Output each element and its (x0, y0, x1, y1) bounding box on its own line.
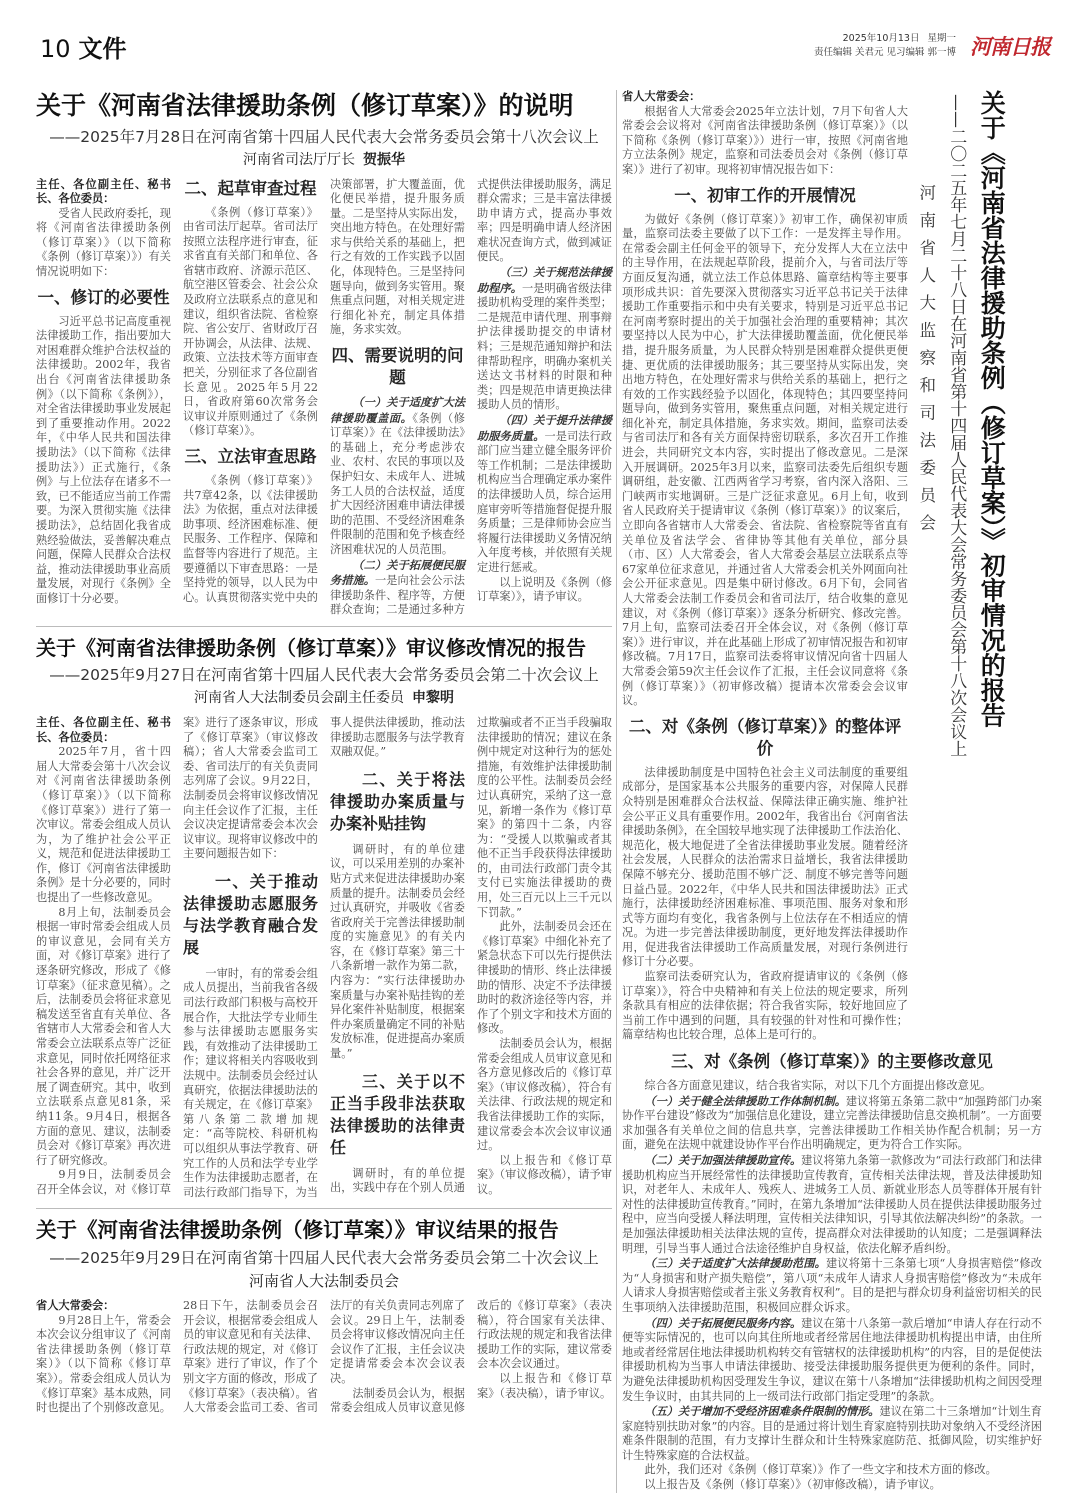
paragraph (622, 1316, 1042, 1405)
paragraph-text: 建议将第五条第二款中“加强跨部门办案协作平台建设”修改为“加强信息化建设，建立完善法律援助信息交换机制”。一方面要求加强各有关单位之间的信息共享，完善法律援助工作相关协作配合机制；另一方面，避免在法规中就建设协作平台作出明确规定，更为符合工作实际。 (622, 1094, 1042, 1152)
paragraph: 《条例（修订草案）》共7章42条，以《法律援助法》为依据，重点对法律援助事项、经济困难标准、便民服务、工作程序、保障和监督等内容进行了规范。主要遵循以下审查思路：一是坚持党的领导，以人民为中心。认真贯彻落实党中央的决策部署，扩大覆盖面，优化便民举措，提升服务质量。二是坚持从实际出发，突出地方特色。在处理好需求与供给关系的基础上，把行之有效的工作实践予以固化，体现特色。三是坚持问题导向，做到务实管用。聚焦重点问题，对相关规定进行细化补充，制定具体措施，务求实效。 (183, 177, 465, 604)
author-name: 贺振华 (363, 151, 405, 168)
paragraph: 法律援助制度是中国特色社会主义司法制度的重要组成部分，是国家基本公共服务的重要内容，对保障人民群众特别是困难群众合法权益、保障法律正确实施、维护社会公平正义具有重要作用。2002年，我省出台《河南省法律援助条例》，在全国较早地实现了法律援助工作法治化、规范化，极大地促进了全省法律援助事业发展。随着经济社会发展，人民群众的法治需求日益增长，我省法律援助保障不够充分、援助范围不够广泛、制度不够完善等问题日益凸显。2022年，《中华人民共和国法律援助法》正式施行，法律援助经济困难标准、事项范围、服务对象和形式等方面均有变化，我省条例与上位法存在不相适应的情况。为进一步完善法律援助制度，更好地发挥法律援助作用，促进我省法律援助工作高质量发展，对现行条例进行修订十分必要。 (622, 765, 908, 969)
paragraph-text: 建议将第十三条第七项“人身损害赔偿”修改为“人身损害和财产损失赔偿”，第八项“未成年人请求人身损害赔偿”修改为“未成年人请求人身损害赔偿或者主张义务教育权利”。目的是把与群众切身利益密切相关的民生事项纳入法律援助范围，积极回应群众诉求。 (622, 1257, 1042, 1314)
salutation: 省人大常委会： (622, 90, 701, 103)
paragraph-text: 一是向社会公示法律援助条件、程序等，方便群众查询；二是通过多种方式提供法律援助服务，满足群众需求；三是丰富法律援助申请方式，提高办事效率；四是明确申请人经济困难状况查询方式，做到减证便民。 (330, 177, 612, 617)
column-divider (616, 90, 617, 1493)
paragraph (330, 395, 465, 558)
section-heading: 一、初审工作的开展情况 (674, 185, 856, 205)
section-heading: 四、需要说明的问题 (331, 346, 464, 388)
paragraph: 综合各方面意见建议，结合我省实际，对以下几个方面提出修改意见。 (644, 1079, 992, 1093)
article3-author: 河南省人大法制委员会 (248, 1272, 399, 1291)
masthead-right (814, 31, 1050, 61)
paragraph-lead: （二）关于加强法律援助宣传。 (644, 1153, 802, 1167)
paragraph-text: 一是明确省级法律援助机构受理的案件类型；二是规范申请代理、刑事辩护法律援助提交的申请材料；三是规范通知辩护和法律帮助程序，明确办案机关送达文书材料的时限和种类；四是规范申请更换法律援助人员的情形。 (477, 281, 612, 412)
article2-author (36, 688, 612, 708)
article4-top (622, 90, 1070, 1043)
article3 (36, 1208, 612, 1423)
article1-subtitle: ——2025年7月28日在河南省第十四届人民代表大会常务委员会第十八次会议上 (49, 127, 599, 146)
section-heading: 三、立法审查思路 (184, 447, 317, 466)
masthead (0, 0, 1080, 76)
paragraph: 以上说明及《条例（修订草案）》，请予审议。 (477, 575, 612, 604)
paragraph (477, 265, 612, 413)
paragraph-lead: （五）关于增加不受经济困难条件限制的情形。 (644, 1404, 880, 1419)
article2-subtitle: ——2025年9月27日在河南省第十四届人民代表大会常务委员会第二十次会议上 (49, 665, 599, 684)
article2-title: 关于《河南省法律援助条例（修订草案）》审议修改情况的报告 (36, 635, 586, 660)
article4 (622, 90, 1070, 1493)
section-heading: 三、对《条例（修订草案）》的主要修改意见 (671, 1052, 993, 1072)
issue-info (814, 32, 956, 60)
paragraph (622, 1404, 1042, 1463)
paragraph: 9月9日，法制委员会召开全体会议，对《修订草案》进行了逐条审议，形成了《修订草案》（审议修改稿）；省人大常委会监司工委、省司法厅的有关负责同志列席了会议。9月22日，法制委员会将审议修改情况向主任会议作了汇报，主任会议决定提请常委会本次会议审议。现将审议修改中的主要问题报告如下： (36, 715, 318, 1196)
paragraph-lead: （三）关于适度扩大法律援助范围。 (644, 1256, 827, 1271)
article3-body (36, 1299, 612, 1416)
paragraph: 习近平总书记高度重视法律援助工作，指出要加大对困难群众维护合法权益的法律援助。2002年，我省出台《河南省法律援助条例》（以下简称《条例》），对全省法律援助事业发展起到了重要推动作用。2022年，《中华人民共和国法律援助法》（以下简称《法律援助法》）正式施行，《条例》与上位法存在诸多不一致，已不能适应当前工作需要。为深入贯彻实施《法律援助法》，总结固化我省成熟经验做法，妥善解决难点问题，保障人民群众合法权益，推动法律援助事业高质量发展，对现行《条例》全面修订十分必要。 (36, 314, 171, 605)
paragraph: 8月上旬，法制委员会根据一审时常委会组成人员的审议意见，会同有关方面，对《修订草案》进行了逐条研究修改，形成了《修订草案》（征求意见稿）。之后，法制委员会将征求意见稿发送至省直有关单位、各省辖市人大常委会和省人大常委会立法联系点等广泛征求意见，同时依托网络征求社会各界的意见，并广泛开展了调查研究。其中，收到立法联系点意见81条，采纳11条。9月4日，根据各方面的意见、建议，法制委员会对《修订草案》再次进行了研究修改。 (36, 905, 171, 1167)
paragraph: 调研时，有的单位提出，实践中存在个别人员通过欺骗或者不正当手段骗取法律援助的情况；建议在条例中规定对这种行为的惩处措施，有效维护法律援助制度的公平性。法制委员会经过认真研究，采纳了这一意见，新增一条作为《修订草案》的第四十二条，内容为：“受援人以欺骗或者其他不正当手段获得法律援助的，由司法行政部门责令其支付已实施法律援助的费用，处三百元以上三千元以下罚款。” (330, 715, 612, 1195)
paragraph-lead: （一）关于健全法律援助工作体制机制。 (644, 1093, 846, 1108)
paragraph: 《条例（修订草案）》由省司法厅起草。省司法厅按照立法程序进行审查，征求省直有关部门和单位、各省辖市政府、济源示范区、航空港区管委会、社会公众及政府立法联系点的意见和建议，组织省法院、省检察院、省公安厅、省财政厅召开协调会，从法律、法规、政策、立法技术等方面审查把关，分别征求了各位副省长意见。2025年5月22日，省政府第60次常务会议审议并原则通过了《条例（修订草案）》。 (183, 205, 318, 438)
article2-body (36, 716, 612, 1200)
paragraph-text: 建议在第十八条第一款后增加“申请人存在行动不便等实际情况的，也可以向其住所地或者经常居住地法律援助机构提出申请，由住所地或者经常居住地法律援助机构转交有管辖权的法律援助机构”的内容，目的是促使法律援助机构为当事人申请法律援助、接受法律援助服务提供更为便利的条件。同时，为避免法律援助机构因受理发生争议，建议在第十八条增加“法律援助机构之间因受理发生争议时，由其共同的上一级司法行政部门指定受理”的条款。 (622, 1316, 1042, 1403)
author-role: 河南省司法厅厅长 (243, 151, 355, 168)
paragraph: 监察司法委研究认为，省政府提请审议的《条例（修订草案）》，符合中央精神和有关上位法的规定要求，所列条款具有相应的法律依据；符合我省实际，较好地回应了当前工作中遇到的问题，具有较强的针对性和可操作性；篇章结构也比较合理，总体上是可行的。 (622, 970, 908, 1042)
article3-title: 关于《河南省法律援助条例（修订草案）》审议结果的报告 (36, 1218, 559, 1243)
newspaper-logo: 河南日报 (970, 34, 1050, 59)
paragraph (622, 1153, 1042, 1256)
article4-body-upper (622, 90, 908, 1043)
article1-author (36, 150, 612, 170)
paragraph: 以上报告及《条例（修订草案）》（初审修改稿），请予审议。 (644, 1478, 941, 1492)
section-name: 文件 (78, 34, 127, 63)
paragraph: 法制委员会认为，根据常委会组成人员审议意见和各方意见修改后的《修订草案》（审议修改稿），符合有关法律、行政法规的规定和我省法律援助工作的实际，建议常委会本次会议审议通过。 (477, 1037, 612, 1153)
section-heading: 一、关于推动法律援助志愿服务与法学教育融合发展 (183, 871, 318, 957)
page-number: 10 (40, 34, 71, 63)
article1-title: 关于《河南省法律援助条例（修订草案）》的说明 (36, 91, 574, 120)
paragraph-text: 建议在第二十三条增加“计划生育家庭特别扶助对象”的内容。目的是通过将计划生育家庭特别扶助对象纳入不受经济困难条件限制的范围，有力支撑计生群众和计生特殊家庭防范、抵御风险，切实维护好计生特殊家庭的合法权益。 (622, 1405, 1042, 1462)
paragraph: 为做好《条例（修订草案）》初审工作，确保初审质量，监察司法委主要做了以下工作：一是发挥主导作用。在常委会副主任何金平的领导下，充分发挥人大在立法中的主导作用，在法规起草阶段，提前介入，与省司法厅等方面反复沟通，就立法工作总体思路、篇章结构等主要事项形成共识：首先要深入贯彻落实习近平总书记关于法律援助工作重要指示和中央有关要求，特别是习近平总书记在河南考察时提出的关于加强社会治理的重要精神；其次要坚持以人民为中心，扩大法律援助覆盖面，优化便民举措，提升服务质量，为人民群众特别是困难群众提供更便捷、更优质的法律援助服务；其三要坚持从实际出发，突出地方特色，在处理好需求与供给关系的基础上，把行之有效的工作实践经验予以固化，体现特色；其四要坚持问题导向，做到务实管用，聚焦重点问题，对相关规定进行细化补充，制定具体措施，务求实效。期间，监察司法委与省司法厅和各有关方面保持密切联系，多次召开工作推进会，共同研究文本内容，实时提出了修改意见。二是深入开展调研。2025年3月以来，监察司法委先后组织专题调研组，赴安徽、江西两省学习考察，省内深入洛阳、三门峡两市实地调研。三是广泛征求意见。6月上旬，收到省人民政府关于提请审议《条例（修订草案）》的议案后，立即向各省辖市人大常委会、省法院、省检察院等省直有关单位及省法学会、省律协等其他有关单位，部分县（市、区）人大常委会，省人大常委会基层立法联系点等67家单位征求意见，并通过省人大常委会机关外网面向社会公开征求意见。四是集中研讨修改。6月下旬，会同省人大常委会法制工作委员会和省司法厅，结合收集的意见建议，对《条例（修订草案）》逐条分析研究、修改完善。7月上旬，监察司法委召开全体会议，对《条例（修订草案）》进行审议，并在此基础上形成了初审情况报告和初审修改稿。7月17日，监察司法委将审议情况向省十四届人大常委会第59次主任会议作了汇报，主任会议同意将《条例（修订草案）》（初审修改稿）提请本次常委会会议审议。 (622, 212, 908, 708)
section-heading: 二、起草审查过程 (184, 178, 317, 198)
salutation: 主任、各位副主任、秘书长、各位委员： (36, 715, 171, 744)
left-column (36, 90, 612, 1424)
paragraph-lead: （四）关于提升法律援助服务质量。 (477, 413, 612, 443)
paragraph (622, 1094, 1042, 1153)
article4-subtitle: ——二〇二五年七月二十八日在河南省第十四届人民代表大会常务委员会第十八次会议上 (946, 94, 967, 757)
article1 (36, 90, 612, 626)
article3-subtitle: ——2025年9月29日在河南省第十四届人民代表大会常务委员会第二十次会议上 (49, 1249, 599, 1268)
paragraph-lead: （四）关于拓展便民服务内容。 (644, 1315, 802, 1330)
section-heading: 一、修订的必要性 (37, 287, 170, 307)
paragraph: 此外，我们还对《条例（修订草案）》作了一些文字和技术方面的修改。 (644, 1463, 997, 1477)
editors: 责任编辑 关君元 见习编辑 郭一博 (813, 47, 956, 58)
paragraph (477, 413, 612, 576)
paragraph-lead: （二）关于拓展便民服务措施。 (330, 557, 465, 588)
paragraph-text: 《条例（修订草案）》在《法律援助法》的基础上，充分考虑涉农业、农村、农民的事项以及保护妇女、未成年人、进城务工人员的合法权益，适度扩大因经济困难申请法律援助的范围、不受经济困难条件限制的范围和免予核查经济困难状况的人员范围。 (330, 411, 465, 556)
article4-body-lower (622, 1051, 1042, 1493)
paragraph: 一审时，有的常委会组成人员提出，当前我省各级司法行政部门积极与高校开展合作，大批法学专业师生参与法律援助志愿服务实践，有效推动了法律援助工作；建议将相关内容吸收到法规中。法制委员会经过认真研究，依据法律援助法的有关规定，在《修订草案》第八条第二款增加规定：“高等院校、科研机构可以组织从事法学教育、研究工作的人员和法学专业学生作为法律援助志愿者，在司法行政部门指导下，为当事人提供法律援助，推动法律援助志愿服务与法学教育双融双促。” (183, 715, 465, 1199)
article2 (36, 626, 612, 1208)
paragraph: 调研时，有的单位建议，可以采用差别的办案补贴方式来促进法律援助办案质量的提升。法制委员会经过认真研究，并吸收《省委省政府关于完善法律援助制度的实施意见》的有关内容，在《修订草案》第三十八条新增一款作为第二款，内容为：“实行法律援助办案质量与办案补贴挂钩的差异化案件补贴制度，根据案件办案质量确定不同的补贴发放标准，促进提高办案质量。” (330, 842, 465, 1061)
salutation: 省人大常委会： (36, 1299, 115, 1313)
paragraph: 根据省人大常委会2025年立法计划，7月下旬省人大常委会会议将对《河南省法律援助条例（修订草案）》（以下简称《条例（修订草案）》）进行一审，按照《河南省地方立法条例》规定，监察和司法委员会对《条例（修订草案）》进行了初审。现将初审情况报告如下： (622, 104, 908, 176)
paragraph: 受省人民政府委托，现将《河南省法律援助条例（修订草案）》（以下简称《条例（修订草案）》）有关情况说明如下： (36, 206, 171, 279)
paragraph (622, 1256, 1042, 1315)
paragraph: 此外，法制委员会还在《修订草案》中细化补充了紧急状态下可以先行提供法律援助的情形、终止法律援助的情形、决定不予法律援助时的救济途径等内容，并作了个别文字和技术方面的修改。 (477, 920, 612, 1036)
article4-heading (916, 90, 1006, 757)
salutation: 主任、各位副主任、秘书长、各位委员： (36, 177, 171, 206)
section-heading: 二、关于将法律援助办案质量与办案补贴挂钩 (330, 769, 465, 833)
section-heading: 三、关于以不正当手段非法获取法律援助的法律责任 (330, 1071, 465, 1157)
article4-author: 河南省人大监察和司法委员会 (916, 184, 936, 542)
issue-weekday: 星期一 (927, 33, 956, 44)
paragraph-lead: （三）关于规范法律援助程序。 (477, 265, 612, 295)
paragraph: 以上报告和《修订草案》（审议修改稿），请予审议。 (477, 1153, 612, 1196)
article1-body (36, 178, 612, 618)
paragraph: 法制委员会认为，根据常委会组成人员审议意见修改后的《修订草案》（表决稿），符合国家有关法律、行政法规的规定和我省法律援助工作的实际，建议常委会本次会议通过。 (330, 1299, 612, 1415)
paragraph-text: 建议将第九条第一款修改为“司法行政部门和法律援助机构应当开展经常性的法律援助宣传教育，宣传相关法律法规，普及法律援助知识，对老年人、未成年人、残疾人、进城务工人员、新就业形态人员等群体开展有针对性的法律援助宣传教育。”同时，在第九条增加“法律援助人员在提供法律援助服务过程中，应当向受援人释法明理，宣传相关法律知识，引导其依法解决纠纷”的条款。一是加强法律援助相关法律法规的宣传，提高群众对法律援助的认知度；二是强调释法明理，引导当事人通过合法途径维护自身权益，依法化解矛盾纠纷。 (622, 1154, 1042, 1255)
paragraph-text: 一是司法行政部门应当建立健全服务评价等工作机制；二是法律援助机构应当合理确定承办案件的法律援助人员，综合运用庭审旁听等措施督促提升服务质量；三是律师协会应当将履行法律援助义务情况纳入年度考核，并依照有关规定进行惩戒。 (477, 429, 612, 574)
paragraph: 2025年7月，省十四届人大常委会第十八次会议对《河南省法律援助条例（修订草案）》（以下简称《修订草案》）进行了第一次审议。常委会组成人员认为，为了维护社会公平正义，规范和促进法律援助工作，修订《河南省法律援助条例》是十分必要的，同时也提出了一些修改意见。 (36, 745, 171, 905)
section-heading: 二、对《条例（修订草案）》的整体评价 (628, 716, 902, 758)
paragraph-lead: （一）关于适度扩大法律援助覆盖面。 (330, 395, 465, 425)
article4-title: 关于《河南省法律援助条例（修订草案）》初审情况的报告 (977, 90, 1007, 728)
author-name: 申黎明 (412, 689, 454, 706)
page-header (40, 29, 127, 64)
paragraph: 以上报告和《修订草案》（表决稿），请予审议。 (477, 1371, 612, 1400)
author-role: 河南省人大法制委员会副主任委员 (194, 689, 404, 706)
issue-date: 2025年10月13日 (842, 33, 920, 44)
page-body (0, 76, 1080, 1503)
paragraph: 9月28日上午，常委会本次会议分组审议了《河南省法律援助条例（修订草案）》（以下简称《修订草案》）。常委会组成人员认为《修订草案》基本成熟，同时也提出了个别修改意见。28日下午，法制委员会召开会议，根据常委会组成人员的审议意见和有关法律、行政法规的规定，对《修订草案》进行了审议，作了个别文字方面的修改，形成了《修订草案》（表决稿）。省人大常委会监司工委、省司法厅的有关负责同志列席了会议。29日上午，法制委员会将审议修改情况向主任会议作了汇报，主任会议决定提请常委会本次会议表决。 (36, 1299, 465, 1415)
